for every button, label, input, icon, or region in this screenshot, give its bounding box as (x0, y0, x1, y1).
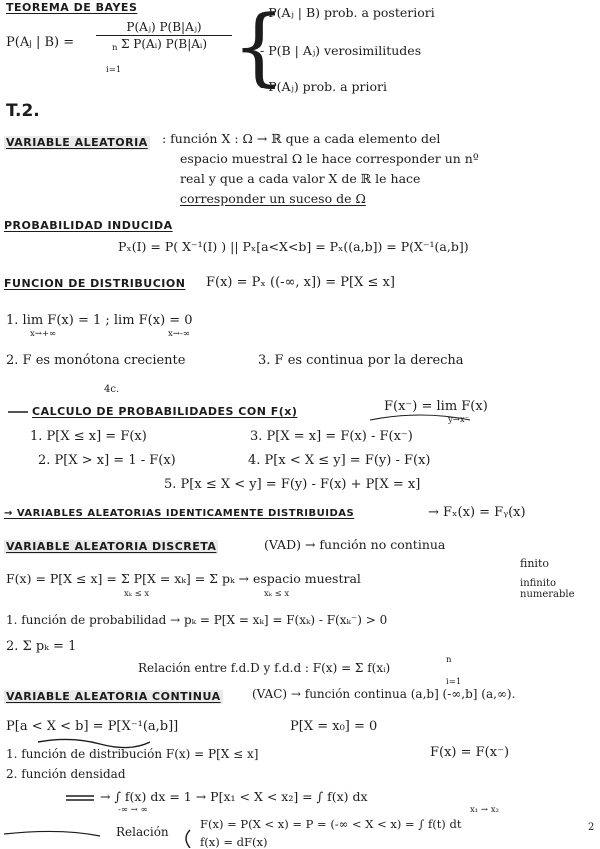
vac-line-2: 1. función de distribución F(x) = P[X ≤ x] (6, 747, 259, 761)
vac-relation-2: f(x) = dF(x) (200, 835, 268, 849)
calc-item: 5. P[x ≤ X < y] = F(y) - F(x) + P[X = x] (164, 477, 421, 492)
bayes-item: - P(Aⱼ) prob. a priori (260, 79, 388, 94)
vac-int-bounds: -∞ → ∞ (118, 805, 148, 815)
bayes-sum-top: n (112, 43, 118, 53)
bayes-denominator: Σ P(Aᵢ) P(B|Aᵢ) (120, 37, 207, 51)
vac-abbr: (VAC) → función continua (a,b] (-∞,b] (a,∞). (252, 687, 516, 701)
fd-property-3: 3. F es continua por la derecha (258, 353, 464, 368)
fd-limit-sub: x→+∞ (30, 329, 57, 339)
chapter-heading: T.2. (6, 101, 40, 121)
vad-formula: F(x) = P[X ≤ x] = Σ P[X = xₖ] = Σ pₖ → espacio muestral (6, 571, 361, 586)
fd-formula: F(x) = Pₓ ((-∞, x]) = P[X ≤ x] (206, 275, 395, 290)
pi-label: PROBABILIDAD INDUCIDA (4, 219, 173, 232)
vac-line-4: → ∫ f(x) dx = 1 → P[x₁ < X < x₂] = ∫ f(x) dx (100, 789, 368, 804)
va-definition-line: : función X : Ω → ℝ que a cada elemento del (162, 131, 441, 146)
vac-relation: Relación (116, 825, 169, 839)
fd-property-2: 2. F es monótona creciente (6, 353, 186, 368)
vac-line-1b: P[X = x₀] = 0 (290, 719, 378, 734)
vad-relation-sup: n (446, 655, 452, 665)
va-definition-line: corresponder un suceso de Ω (180, 191, 366, 206)
bayes-brace: { (232, 0, 286, 95)
vac-line-1: P[a < X < b] = P[X⁻¹(a,b]] (6, 719, 179, 734)
va-definition-line: espacio muestral Ω le hace corresponder un nº (180, 151, 479, 166)
vac-label: VARIABLE ALEATORIA CONTINUA (6, 690, 221, 703)
vad-sum-sub: xₖ ≤ x (264, 589, 290, 599)
bayes-sum-bottom: i=1 (106, 65, 122, 75)
vad-infinite: infinito numerable (520, 578, 575, 600)
vac-int-bounds: x₁ → x₂ (470, 805, 499, 815)
bayes-item: - P(B | Aⱼ) verosimilitudes (260, 43, 422, 58)
fd-mark: 4c. (104, 384, 120, 395)
page-number: 2 (588, 822, 595, 833)
vad-relation: Relación entre f.d.D y f.d.d : F(x) = Σ f(xᵢ) (138, 661, 391, 675)
vad-label: VARIABLE ALEATORIA DISCRETA (6, 540, 217, 553)
vad-abbr: (VAD) → función no continua (264, 537, 446, 552)
bayes-item: - P(Aⱼ | B) prob. a posteriori (260, 5, 435, 20)
bayes-title: TEOREMA DE BAYES (6, 1, 138, 14)
fd-label: FUNCION DE DISTRIBUCION (4, 277, 186, 290)
calc-item: 4. P[x < X ≤ y] = F(y) - F(x) (248, 453, 431, 468)
idd-formula: → Fₓ(x) = Fᵧ(x) (428, 505, 526, 520)
vad-relation-sub: i=1 (446, 677, 462, 687)
calc-item: 3. P[X = x] = F(x) - F(x⁻) (250, 429, 413, 444)
vac-relation-1: F(x) = P(X < x) = P = (-∞ < X < x) = ∫ f(t) dt (200, 817, 462, 831)
pi-formula: Pₓ(I) = P( X⁻¹(I) ) || Pₓ[a<X<b] = Pₓ((a,b]) = P(X⁻¹(a,b]) (118, 239, 469, 254)
vac-line-2b: F(x) = F(x⁻) (430, 745, 510, 760)
calc-limit-sub: y→x⁻ (448, 415, 470, 425)
calc-item: 1. P[X ≤ x] = F(x) (30, 429, 147, 444)
fd-property-1: 1. lim F(x) = 1 ; lim F(x) = 0 (6, 313, 193, 328)
vac-line-3: 2. función densidad (6, 767, 126, 781)
va-label: VARIABLE ALEATORIA (6, 136, 148, 149)
vad-finite: finito (520, 557, 549, 570)
va-definition-line: real y que a cada valor X de ℝ le hace (180, 171, 421, 186)
idd-text: → VARIABLES ALEATORIAS IDENTICAMENTE DISTRIBUIDAS (4, 508, 355, 519)
calc-item: 2. P[X > x] = 1 - F(x) (38, 453, 176, 468)
bayes-numerator: P(Aⱼ) P(B|Aⱼ) (96, 20, 232, 36)
fd-limit-sub: x→-∞ (168, 329, 190, 339)
vad-sum-sub: xₖ ≤ x (124, 589, 150, 599)
calc-limit: F(x⁻) = lim F(x) (384, 399, 488, 414)
vad-item: 1. función de probabilidad → pₖ = P[X = xₖ] = F(xₖ) - F(xₖ⁻) > 0 (6, 613, 388, 627)
calc-label: CALCULO DE PROBABILIDADES CON F(x) (32, 405, 298, 418)
bayes-lhs: P(Aj | B) = (6, 35, 75, 50)
vad-item: 2. Σ pₖ = 1 (6, 639, 77, 654)
